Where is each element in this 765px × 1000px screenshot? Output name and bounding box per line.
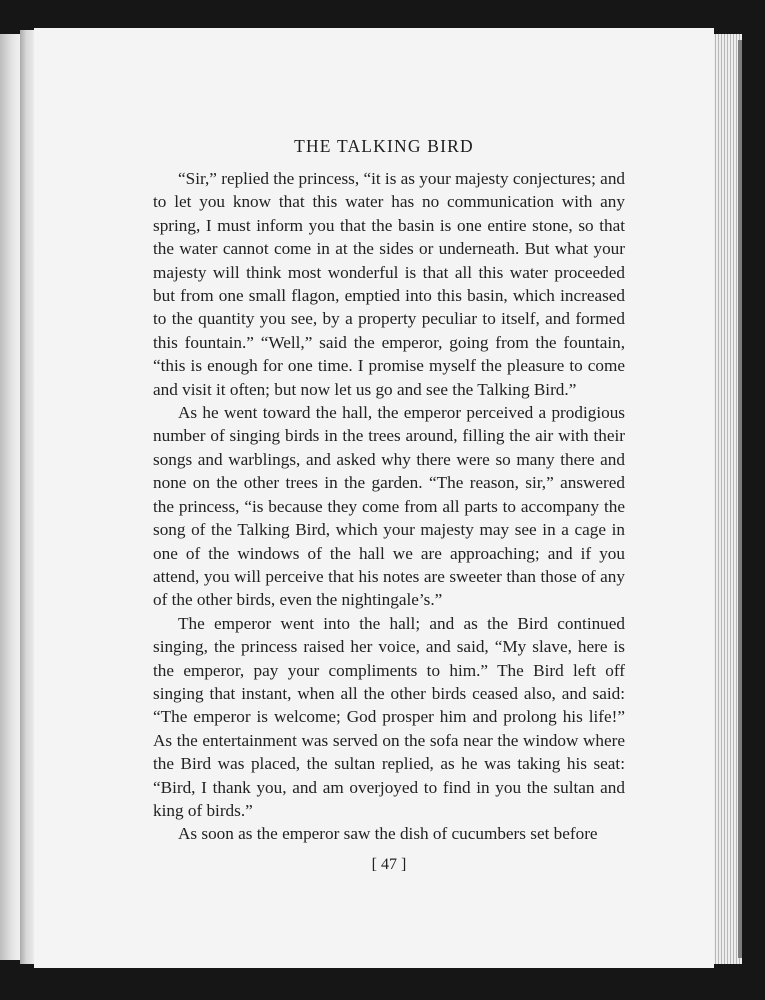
book-page	[34, 28, 714, 968]
folio-close-bracket: ]	[401, 856, 407, 873]
left-page-edge	[0, 34, 20, 960]
paragraph: As he went toward the hall, the emperor perceived a prodigious number of singing birds in the trees around, filling the air with their songs and warblings, and asked why there were so many there and none on the other trees in the garden. “The reason, sir,” answered the princess, “is because they come from all parts to accompany the song of the Talking Bird, which your majesty may see in a cage in one of the windows of the hall we are approaching; and if you attend, you will perceive that his notes are sweeter than those of any of the other birds, even the nightingale’s.”	[153, 403, 625, 610]
body-text	[153, 167, 625, 846]
paragraph: As soon as the emperor saw the dish of cucumbers set before	[178, 824, 598, 844]
folio-open-bracket: [	[371, 856, 377, 873]
page-number	[334, 856, 444, 874]
page-stack-shadow	[738, 40, 742, 958]
running-head: THE TALKING BIRD	[294, 136, 474, 156]
paragraph: “Sir,” replied the princess, “it is as your majesty conjectures; and to let you know that this water has no communication with any spring, I must inform you that the basin is one entire stone, so that the water cannot come in at the sides or underneath. But what your majesty will think most wonderful is that all this water proceeded but from one small flagon, emptied into this basin, which increased to the quantity you see, by a property peculiar to itself, and formed this fountain.” “Well,” said the emperor, going from the fountain, “this is enough for one time. I promise myself the pleasure to come and visit it often; but now let us go and see the Talking Bird.”	[153, 169, 626, 399]
page-number-value: 47	[381, 856, 397, 873]
paragraph: The emperor went into the hall; and as the Bird continued singing, the princess raised her voice, and said, “My slave, here is the emperor, pay your compliments to him.” The Bird left off singing that instant, when all the other birds ceased also, and said: “The emperor is welcome; God prosper him and prolong his life!” As the entertainment was served on the sofa near the window where the Bird was placed, the sultan replied, as he was taking his seat: “Bird, I thank you, and am overjoyed to find in you the sultan and king of birds.”	[153, 613, 625, 820]
